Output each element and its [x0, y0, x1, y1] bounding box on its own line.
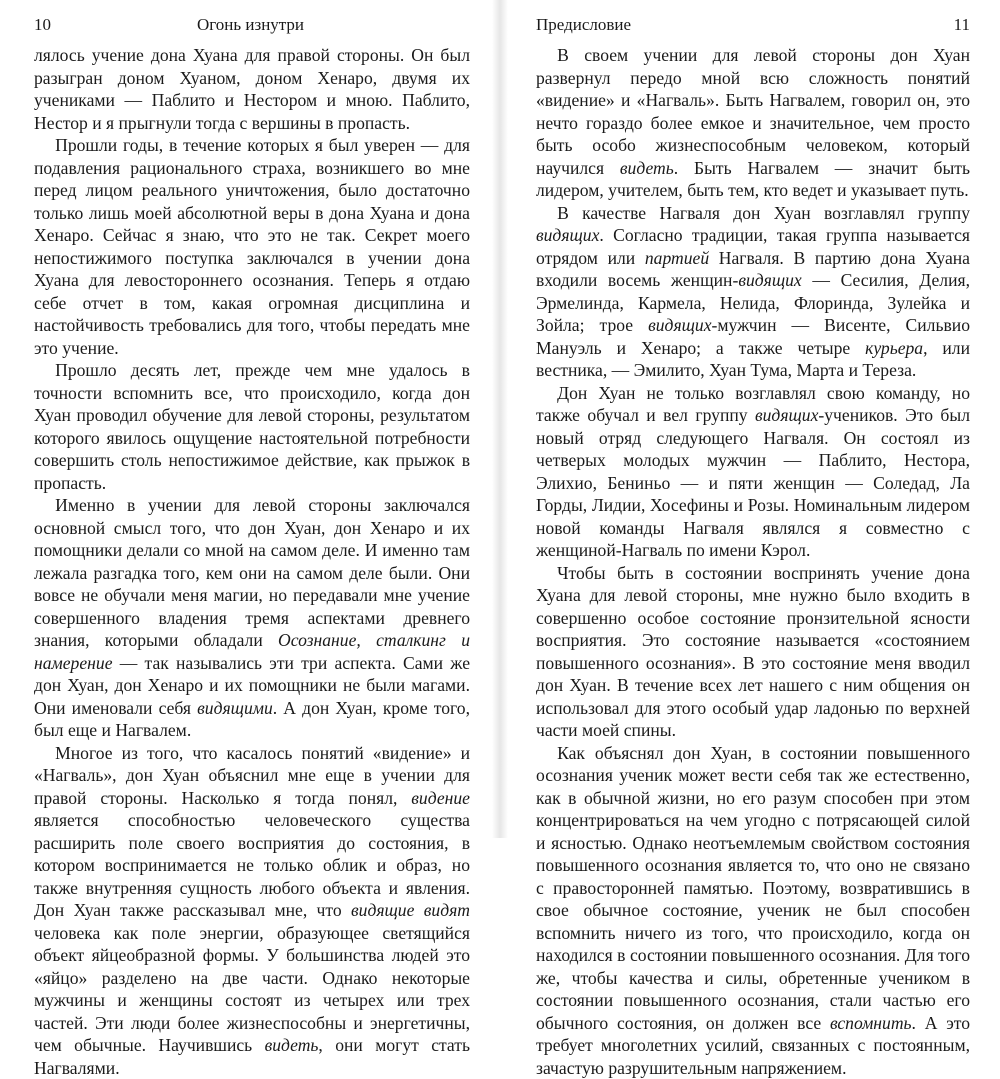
text-run: Как объяснял дон Хуан, в состоянии повышенного осознания ученик может вести себя так же естественно, как в обычной жизни, но его разум способен при этом концентрироваться на чем угодно с потрясающей силой и ясностью. Однако неотъемлемым свойством состояния повышенного осознания является то, что оно не связано с правосторонней памятью. Поэтому, возвратившись в свое обычное состояние, ученик не был способен вспомнить ничего из того, что происходило, когда он находился в состоянии повышенного осознания. Для того же, чтобы качества и силы, обретенные учеником в состоянии повышенного осознания, стали частью его обычного состояния, он должен все [536, 743, 970, 1033]
paragraph [34, 359, 470, 494]
italic-term: видящих [755, 405, 818, 425]
italic-term: Осознание, сталкинг и намерение [34, 630, 470, 673]
paragraph [34, 742, 470, 1079]
right-running-head [536, 14, 970, 40]
text-run: Именно в учении для левой стороны заключался основной смысл того, что дон Хуан, дон Хенаро и их помощники делали со мной на самом деле. И именно там лежала разгадка того, кем они на самом деле были. Они вовсе не обучали меня магии, но передавали мне учение совершенного владения тремя аспектами древнего знания, которыми обладали [34, 495, 470, 650]
italic-term: видеть [265, 1035, 319, 1055]
text-run: , или вестника, — Эмилито, Хуан Тума, Марта и Тереза. [536, 338, 970, 381]
text-run: -мужчин — Висенте, Сильвио Мануэль и Хенаро; а также четыре [536, 315, 970, 358]
left-running-title: Огонь изнутри [197, 14, 304, 36]
italic-term: видящими [197, 698, 273, 718]
left-page [0, 0, 500, 838]
italic-term: партией [645, 248, 709, 268]
text-run: . Согласно традиции, такая группа называется отрядом или [536, 225, 970, 268]
italic-term: видящие видят [351, 900, 470, 920]
text-run: лялось учение дона Хуана для правой стороны. Он был разыгран доном Хуаном, доном Хенаро, двумя их учениками — Паблито и Нестором и мною. Паблито, Нестор и я прыгнули тогда с вершины в пропасть. [34, 45, 470, 133]
text-run: является способностью человеческого существа расширить поле своего восприятия до состояния, в котором воспринимается не только облик и образ, но также внутренняя сущность любого объекта и явления. Дон Хуан также рассказывал мне, что [34, 810, 470, 920]
italic-term: видение [411, 788, 470, 808]
left-page-number: 10 [34, 14, 51, 36]
text-run: Прошло десять лет, прежде чем мне удалось в точности вспомнить все, что происходило, когда дон Хуан проводил обучение для левой стороны, результатом которого явилось ощущение настоятельной потребности совершить столь непостижимое действие, как прыжок в пропасть. [34, 360, 470, 493]
text-run: В своем учении для левой стороны дон Хуан развернул передо мной всю сложность понятий «видение» и «Нагваль». Быть Нагвалем, говорил он, это нечто гораздо более емкое и значительное, чем просто быть особо жизнеспособным человеком, который научился [536, 45, 970, 178]
text-run: Нагваля. В партию дона Хуана входили восемь женщин- [536, 248, 970, 291]
text-run: . Быть Нагвалем — значит быть лидером, учителем, быть тем, кто ведет и указывает путь. [536, 158, 970, 201]
paragraph [536, 562, 970, 742]
right-page [500, 0, 1000, 838]
text-run: В качестве Нагваля дон Хуан возглавлял группу [557, 203, 970, 223]
right-page-number: 11 [954, 14, 970, 36]
text-run: -учеников. Это был новый отряд следующего Нагваля. Он состоял из четверых молодых мужчин — Паблито, Нестора, Элихио, Бениньо — и пяти женщин — Соледад, Ла Горды, Лидии, Хосефины и Розы. Номинальным лидером новой команды Нагваля являлся я совместно с женщиной-Нагваль по имени Кэрол. [536, 405, 970, 560]
paragraph [536, 742, 970, 1079]
paragraph [536, 382, 970, 562]
text-run: Дон Хуан не только возглавлял свою команду, но также обучал и вел группу [536, 383, 970, 426]
italic-term: видящих [536, 225, 599, 245]
italic-term: видящих [648, 315, 711, 335]
left-body-text [34, 44, 470, 1079]
text-run: — Сесилия, Делия, Эрмелинда, Кармела, Нелида, Флоринда, Зулейка и Зойла; трое [536, 270, 970, 335]
text-run: Чтобы быть в состоянии воспринять учение дона Хуана для левой стороны, мне нужно было входить в совершенно особое состояние пронзительной ясности восприятия. Это состояние называется «состоянием повышенного осознания». В это состояние меня вводил дон Хуан. В течение всех лет нашего с ним общения он использовал для этого особый удар ладонью по верхней части моей спины. [536, 563, 970, 741]
italic-term: видящих [738, 270, 801, 290]
paragraph [536, 202, 970, 382]
paragraph [34, 134, 470, 359]
text-run: . А это требует многолетних усилий, связанных с постоянным, зачастую разрушительным напряжением. [536, 1013, 970, 1078]
text-run: — так назывались эти три аспекта. Сами же дон Хуан, дон Хенаро и их помощники не были магами. Они именовали себя [34, 653, 470, 718]
paragraph [34, 494, 470, 742]
text-run: , они могут стать Нагвалями. [34, 1035, 470, 1078]
paragraph [34, 44, 470, 134]
text-run: Многое из того, что касалось понятий «видение» и «Нагваль», дон Хуан объяснил мне еще в учении для правой стороны. Насколько я тогда понял, [34, 743, 470, 808]
right-body-text [536, 44, 970, 1079]
italic-term: видеть [620, 158, 674, 178]
italic-term: вспомнить [830, 1013, 912, 1033]
text-run: Прошли годы, в течение которых я был уверен — для подавления рационального страха, возникшего во мне перед лицом реального уничтожения, было достаточно только лишь моей абсолютной веры в дона Хуана и дона Хенаро. Сейчас я знаю, что это не так. Секрет моего непостижимого поступка заключался в учении дона Хуана для левостороннего осознания. Теперь я отдаю себе отчет в том, какая огромная дисциплина и настойчивость требовались для того, чтобы передать мне это учение. [34, 135, 470, 358]
text-run: человека как поле энергии, образующее светящийся объект яйцеобразной формы. У большинства людей это «яйцо» разделено на две части. Однако некоторые мужчины и женщины состоят из четырех или трех частей. Эти люди более жизнеспособны и энергетичны, чем обычные. Научившись [34, 923, 470, 1056]
paragraph [536, 44, 970, 202]
right-running-title: Предисловие [536, 14, 631, 36]
italic-term: курьера [865, 338, 923, 358]
text-run: . А дон Хуан, кроме того, был еще и Нагвалем. [34, 698, 470, 741]
left-running-head [34, 14, 470, 40]
